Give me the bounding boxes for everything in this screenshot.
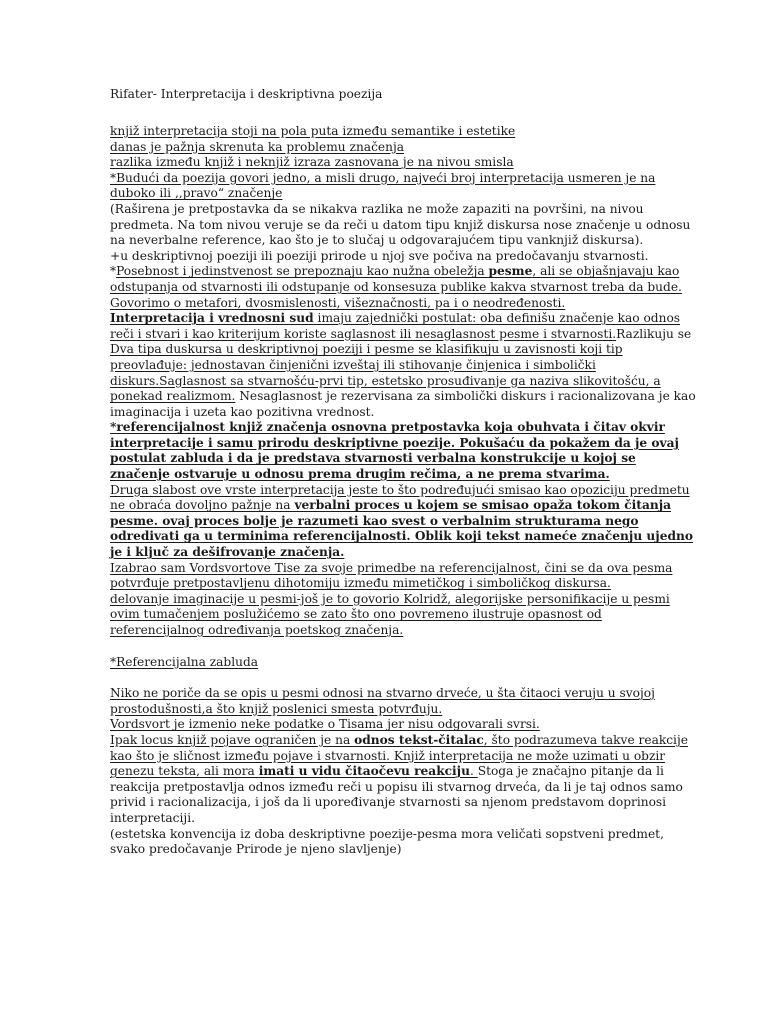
p10-bold-text: verbalni proces u kojem se smisao opaža tokom čitanja pesme. ovaj proces bolje je razumeti kao svest o verbalnim strukturama nego odredivati ga u terminima referencijalnosti. Oblik koji tekst nameće značenju ujedno je i ključ za dešifrovanje značenja. xyxy=(110,498,693,560)
paragraph-17: (estetska konvencija iz doba deskriptivne poezije-pesma mora veličati sopstveni predmet, svako predočavanje Prirode je njeno slavljenje) xyxy=(110,826,664,857)
paragraph-12: delovanje imaginacije u pesmi-još je to govorio Kolridž, alegorijske personifikacije u pesmi ovim tumačenjem poslužićemo se zato što ono povremeno ilustruje opasnost od referencijalnog određivanja poetskog značenja. xyxy=(110,591,670,637)
p16-text-e: . xyxy=(469,764,478,779)
p8-text-e: Nesaglasnost je rezervisana za simbolički diskurs i racionalizovana je kao imaginacija i uzeta kao pozitivna vrednost. xyxy=(110,389,696,419)
p7-text-a: Posebnost i jedinstvenost se prepoznaju kao nužna obeležja xyxy=(116,264,489,279)
spacer xyxy=(110,639,698,655)
p8-text-b: imaju zajednički postulat: oba definišu značenje kao odnos reči i stvari i kao kriterijum koriste saglasnost ili nesaglasnost pesme i stvarnosti. xyxy=(110,311,681,341)
p8-bold-heading: Interpretacija i vrednosni sud xyxy=(110,311,314,326)
paragraph-15: Vordsvort je izmenio neke podatke o Tisama jer nisu odgovarali svrsi. xyxy=(110,717,540,732)
p8-text-c: Razlikuju se xyxy=(616,326,692,341)
paragraph-1: knjiž interpretacija stoji na pola puta između semantike i estetike xyxy=(110,124,516,138)
p16-bold-odnos: odnos tekst-čitalac xyxy=(354,732,484,747)
p16-text-a: Ipak locus knjiž pojave ograničen je na xyxy=(110,732,355,747)
p7-text-c: , ali se objašnjavaju kao odstupanja od stvarnosti ili odstupanje od konsesuza publike kakva stvarnost treba da bude. Govorimo o metafori, dvosmislenosti, višeznačnosti, pa i o neodređenosti. xyxy=(110,264,682,310)
document-title: Rifater- Interpretacija i deskriptivna poezija xyxy=(110,87,383,101)
p8-text-d: Dva tipa duskursa u deskriptivnoj poeziji i pesme se klasifikuju u zavisnosti koji tip preovlađuje: jednostavan činjenični izveštaj ili stihovanje činjenica i simbolički diskurs.Saglasnost sa stvarnošću-prvi tip, estetsko prosuđivanje ga naziva slikovitošću, a ponekad realizmom. xyxy=(110,342,661,404)
p16-text-c: , što podrazumeva takve reakcije kao što je sličnost između pojave i stvarnosti. Knjiž interpretacija ne može uzimati u obzir genezu teksta, ali mora xyxy=(110,732,688,779)
p16-text-f: Stoga je značajno pitanje da li reakcija pretpostavlja odnos između reči u popisu ili stvarnog drveća, da li je taj odnos samo privid i racionalizacija, i još da li upoređivanje stvarnosti sa njenom predstavom doprinosi interpretaciji. xyxy=(110,764,683,825)
paragraph-16 xyxy=(110,733,698,827)
paragraph-4: *Budući da poezija govori jedno, a misli drugo, najveći broj interpretacija usmeren je na duboko ili ,,pravo“ značenje xyxy=(110,170,656,201)
paragraph-7 xyxy=(110,264,698,311)
paragraph-3: razlika između knjiž i neknjiž izraza zasnovana je na nivou smisla xyxy=(110,155,514,170)
paragraph-2: danas je pažnja skrenuta ka problemu značenja xyxy=(110,139,404,154)
section-heading-referencijalna-zabluda: *Referencijalna zabluda xyxy=(110,654,259,669)
p16-bold-reakcija: imati u vidu čitaočevu reakciju xyxy=(258,764,470,779)
paragraph-5: (Raširena je pretpostavka da se nikakva razlika ne može zapaziti na površini, na nivou predmeta. Na tom nivou veruje se da reči u datom tipu knjiž diskursa nose značenje u odnosu na neverbalne reference, kao što je to slučaj u odgovarajućem tipu vanknjiž diskursa). xyxy=(110,201,691,248)
paragraph-9 xyxy=(110,420,698,482)
paragraph-14: Niko ne poriče da se opis u pesmi odnosi na stvarno drveće, u šta čitaoci veruju u svojoj prostodušnosti,a što knjiž poslenici smesta potvrđuju. xyxy=(110,686,655,716)
paragraph-8 xyxy=(110,311,698,420)
paragraph-6: +u deskriptivnoj poeziji ili poeziji prirode u njoj sve počiva na predočavanju stvarnosti. xyxy=(110,248,649,263)
paragraph-10 xyxy=(110,483,698,561)
paragraph-11: Izabrao sam Vordsvortove Tise za svoje primedbe na referencijalnost, čini se da ova pesma potvrđuje pretpostavljenu dihotomiju između mimetičkog i simboličkog diskursa. xyxy=(110,560,673,591)
p10-text-a: Druga slabost ove vrste interpretacija jeste to što podređujući smisao kao opoziciju predmetu ne obraća dovoljno pažnje na xyxy=(110,482,690,513)
document-body xyxy=(110,124,698,858)
p7-star: * xyxy=(110,264,117,279)
p7-bold-pesme: pesme xyxy=(488,264,533,279)
p9-bold-text: *referencijalnost knjiž značenja osnovna pretpostavka koja obuhvata i čitav okvir interpretacije i samu prirodu deskriptivne poezije. Pokušaću da pokažem da je ovaj postulat zabluda i da je predstava stvarnosti verbalna konstrukcije u kojoj se značenje ostvaruje u odnosu prema drugim rečima, a ne prema stvarima. xyxy=(110,420,679,482)
spacer xyxy=(110,670,698,686)
